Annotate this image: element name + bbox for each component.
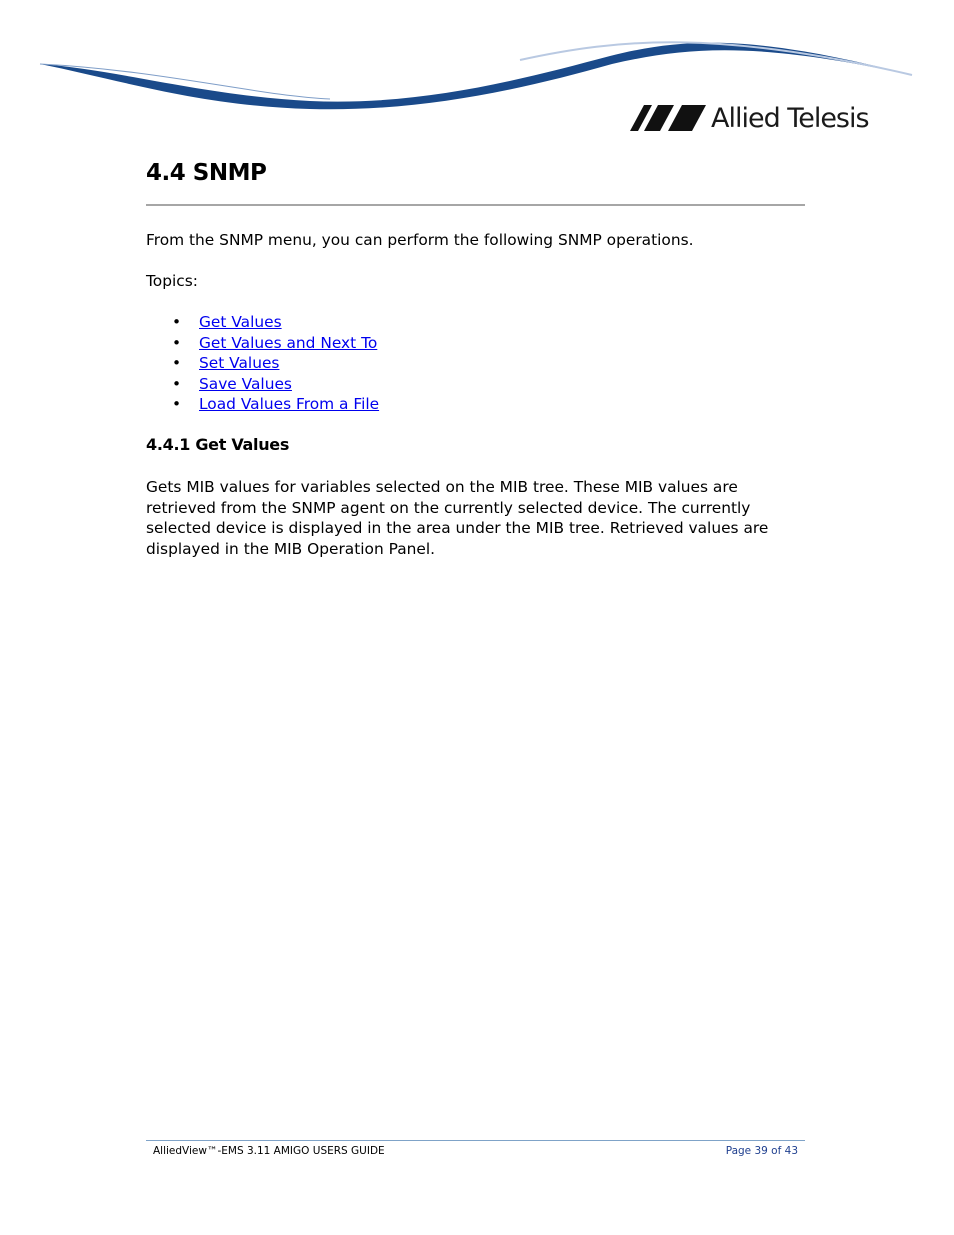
allied-telesis-logo	[630, 100, 869, 136]
list-item	[146, 333, 379, 354]
topic-link-get-values[interactable]: Get Values	[199, 313, 282, 331]
list-item	[146, 353, 379, 374]
intro-paragraph: From the SNMP menu, you can perform the following SNMP operations.	[146, 231, 694, 249]
subsection-body: Gets MIB values for variables selected on the MIB tree. These MIB values are retrieved from the SNMP agent on the currently selected device. The currently selected device is displayed in the area under the MIB tree. Retrieved values are displayed in the MIB Operation Panel.	[146, 478, 769, 558]
list-item	[146, 312, 379, 333]
title-divider	[146, 204, 805, 206]
topic-link-save-values[interactable]: Save Values	[199, 374, 292, 393]
list-item	[146, 374, 379, 395]
list-item	[146, 394, 379, 415]
bullet-icon: •	[172, 313, 182, 331]
bullet-icon: •	[172, 395, 182, 413]
topics-label: Topics:	[146, 272, 198, 290]
allied-telesis-logo-mark	[630, 104, 706, 132]
bullet-icon: •	[172, 354, 182, 372]
topic-link-load-values[interactable]: Load Values From a File	[199, 395, 380, 413]
section-title: 4.4 SNMP	[146, 160, 267, 186]
subsection-title: 4.4.1 Get Values	[146, 435, 290, 454]
footer-divider	[146, 1140, 805, 1141]
bullet-icon: •	[172, 374, 182, 393]
bullet-icon: •	[172, 333, 182, 352]
topics-list	[146, 312, 379, 415]
logo-text: Allied Telesis	[711, 102, 869, 134]
topic-link-set-values[interactable]: Set Values	[199, 354, 280, 372]
footer-doc-title: AlliedView™-EMS 3.11 AMIGO USERS GUIDE	[153, 1145, 385, 1157]
footer-page-number: Page 39 of 43	[725, 1145, 798, 1157]
topic-link-get-values-next-to[interactable]: Get Values and Next To	[199, 333, 378, 352]
